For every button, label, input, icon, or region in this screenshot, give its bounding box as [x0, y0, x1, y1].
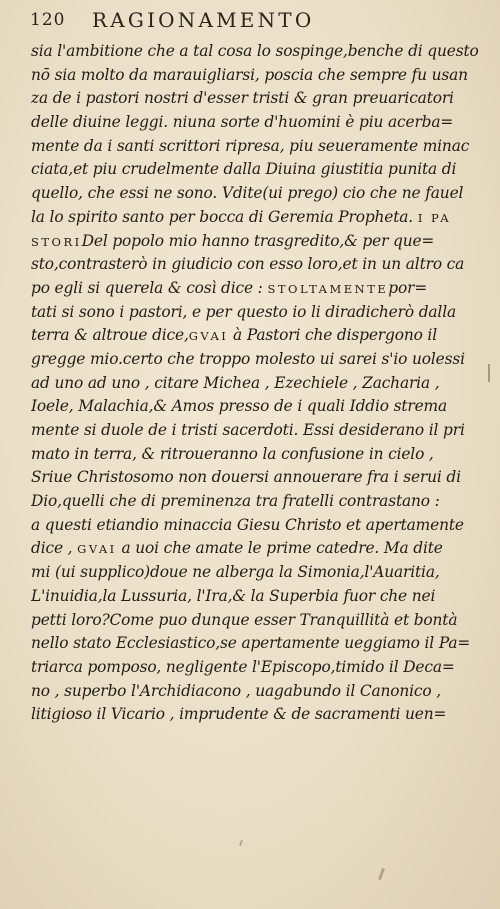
text-line: mente da i santi scrittori ripresa, piu seueramente minac: [31, 136, 470, 155]
small-caps-text: STOLTAMENTE: [267, 281, 389, 296]
text-line: quello, che essi ne sono. Vdite(ui prego) cio che ne fauel: [31, 184, 464, 203]
text-line: dice , GVAI a uoi che amate le prime catedre. Ma dite: [31, 539, 443, 558]
text-line: a questi etiandio minaccia Giesu Christo et apertamente: [31, 515, 464, 534]
text-line: mato in terra, & ritroueranno la confusione in cielo ,: [31, 444, 434, 463]
text-line: sto,contrasterò in giudicio con esso loro,et in un altro ca: [31, 255, 465, 274]
text-line: nō sia molto da marauigliarsi, poscia che sempre fu usan: [31, 65, 468, 84]
text-line: petti loro?Come puo dunque esser Tranquillità et bontà: [31, 610, 458, 629]
text-line: litigioso il Vicario , imprudente & de sacramenti uen=: [31, 705, 447, 724]
text-line: L'inuidia,la Lussuria, l'Ira,& la Superbia fuor che nei: [31, 586, 436, 605]
text-line: ciata,et piu crudelmente dalla Diuina giustitia punita di: [31, 160, 457, 179]
text-line: delle diuine leggi. niuna sorte d'huomini è piu acerba=: [31, 113, 454, 132]
text-line: Ioele, Malachia,& Amos presso de i quali Iddio strema: [31, 397, 448, 416]
text-line: nello stato Ecclesiastico,se apertamente ueggiamo il Pa=: [31, 634, 471, 653]
paper-speck: [239, 840, 243, 846]
text-line: Sriue Christosomo non douersi annouerare fra i serui di: [31, 468, 461, 487]
margin-mark: [488, 364, 490, 382]
running-head: RAGIONAMENTO: [92, 8, 315, 32]
text-line: za de i pastori nostri d'esser tristi & gran preuaricatori: [31, 89, 454, 108]
text-line: mente si duole de i tristi sacerdoti. Essi desiderano il pri: [31, 421, 465, 439]
small-caps-text: STORI: [31, 234, 82, 249]
small-caps-text: GVAI: [188, 329, 229, 344]
small-caps-text: GVAI: [77, 542, 117, 557]
page-number: 120: [30, 10, 66, 30]
text-line: mi (ui supplico)doue ne alberga la Simonia,l'Auaritia,: [31, 563, 440, 582]
text-line: triarca pomposo, negligente l'Episcopo,timido il Deca=: [31, 657, 455, 676]
text-line: Dio,quelli che di preminenza tra fratelli contrastano :: [31, 492, 440, 511]
text-line: terra & altroue dice,GVAI à Pastori che dispergono il: [31, 326, 437, 345]
text-line: sia l'ambitione che a tal cosa lo sospinge,benche di questo: [31, 42, 479, 60]
paper-speck: [378, 868, 385, 880]
text-line: ad uno ad uno , citare Michea , Ezechiele , Zacharia ,: [31, 373, 440, 392]
text-line: STORIDel popolo mio hanno trasgredito,& per que=: [31, 231, 435, 250]
text-line: po egli si querela & così dice : STOLTAMENTEpor=: [31, 278, 428, 297]
page-header: [30, 6, 470, 32]
text-line: gregge mio.certo che troppo molesto ui sarei s'io uolessi: [31, 349, 465, 368]
small-caps-text: I PA: [417, 210, 451, 225]
text-line: no , superbo l'Archidiacono , uagabundo il Canonico ,: [31, 681, 441, 700]
text-line: la lo spirito santo per bocca di Geremia Propheta. I PA: [31, 207, 451, 226]
body-text: [31, 40, 479, 727]
text-line: tati si sono i pastori, e per questo io li diradicherò dalla: [31, 302, 456, 321]
